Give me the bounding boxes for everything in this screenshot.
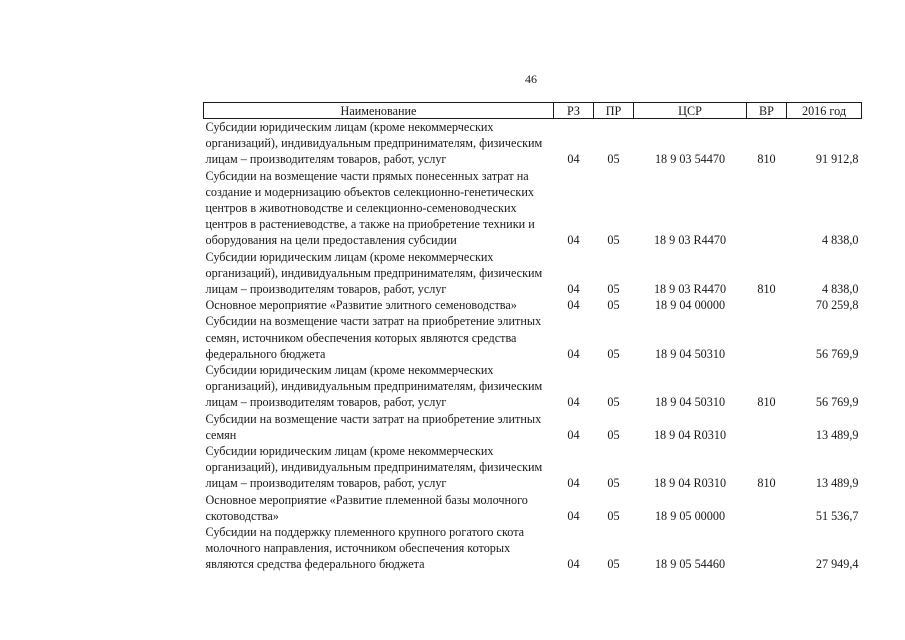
row-pr: 05 [607,298,620,313]
row-amount: 51 536,7 [815,508,859,523]
table-row [204,168,862,249]
row-rz: 04 [567,282,580,297]
row-rz: 04 [567,395,580,410]
row-vr [747,168,787,249]
row-csr: 18 9 04 00000 [654,298,726,313]
row-name: Субсидии юридическим лицам (кроме некоммерческих организаций), индивидуальным предпринимателям, физическим лицам – производителям товаров, работ, услуг [205,363,543,410]
row-csr: 18 9 03 54470 [654,152,726,167]
row-name: Основное мероприятие «Развитие элитного семеноводства» [205,298,517,313]
row-pr: 05 [607,282,620,297]
row-pr: 05 [607,476,620,491]
row-amount: 13 489,9 [815,427,859,442]
page-number: 46 [525,72,537,86]
row-vr: 810 [757,152,776,167]
table-row [204,411,862,443]
row-name: Основное мероприятие «Развитие племенной базы молочного скотоводства» [205,492,528,523]
row-amount: 56 769,9 [815,346,859,361]
header-pr: ПР [594,103,634,119]
row-csr: 18 9 03 R4470 [653,233,727,248]
row-amount: 13 489,9 [815,476,859,491]
row-rz: 04 [567,233,580,248]
row-vr [747,411,787,443]
row-name: Субсидии юридическим лицам (кроме некоммерческих организаций), индивидуальным предпринимателям, физическим лицам – производителям товаров, работ, услуг [205,120,543,167]
row-csr: 18 9 05 00000 [654,508,726,523]
row-rz: 04 [567,427,580,442]
row-vr [747,524,787,573]
row-amount: 56 769,9 [815,395,859,410]
row-pr: 05 [607,152,620,167]
row-csr: 18 9 04 50310 [654,346,726,361]
row-pr: 05 [607,427,620,442]
row-name: Субсидии на возмещение части затрат на приобретение элитных семян, источником обеспечения которых являются средства федерального бюджета [205,314,542,361]
row-amount: 4 838,0 [821,282,859,297]
row-amount: 4 838,0 [821,233,859,248]
row-rz: 04 [567,476,580,491]
row-amount: 27 949,4 [815,557,859,572]
header-csr: ЦСР [634,103,747,119]
row-amount: 70 259,8 [815,298,859,313]
row-name: Субсидии юридическим лицам (кроме некоммерческих организаций), индивидуальным предпринимателям, физическим лицам – производителям товаров, работ, услуг [205,249,543,297]
row-pr: 05 [607,346,620,361]
budget-table [203,102,862,573]
row-vr [747,297,787,313]
table-row [204,297,862,313]
table-body [204,119,862,573]
header-year: 2016 год [787,103,862,119]
row-csr: 18 9 04 R0310 [653,427,727,442]
row-rz: 04 [567,557,580,572]
row-pr: 05 [607,557,620,572]
row-vr: 810 [757,282,776,297]
header-rz: РЗ [554,103,594,119]
row-name: Субсидии юридическим лицам (кроме некоммерческих организаций), индивидуальным предпринимателям, физическим лицам – производителям товаров, работ, услуг [205,444,543,491]
header-vr: ВР [747,103,787,119]
row-rz: 04 [567,152,580,167]
table-row [204,249,862,298]
table-row [204,443,862,492]
row-vr: 810 [757,476,776,491]
row-name: Субсидии на возмещение части прямых понесенных затрат на создание и модернизацию объектов селекционно-генетических центров в животноводстве и селекционно-семеноводческих центров в растениеводстве, а также на приобретение техники и оборудования на цели предоставления субсидии [205,168,535,248]
row-pr: 05 [607,395,620,410]
table-header [204,103,862,119]
row-pr: 05 [607,508,620,523]
table-row [204,313,862,362]
header-name: Наименование [204,103,554,119]
row-rz: 04 [567,346,580,361]
row-amount: 91 912,8 [815,152,859,167]
table-row [204,492,862,524]
row-name: Субсидии на поддержку племенного крупного рогатого скота молочного направления, источником обеспечения которых являются средства федерального бюджета [205,525,525,572]
row-csr: 18 9 04 50310 [654,395,726,410]
table-row [204,362,862,411]
table-row [204,524,862,573]
row-pr: 05 [607,233,620,248]
row-vr: 810 [757,395,776,410]
row-rz: 04 [567,508,580,523]
table-row [204,119,862,168]
row-name: Субсидии на возмещение части затрат на приобретение элитных семян [205,411,542,442]
row-csr: 18 9 04 R0310 [653,476,727,491]
row-csr: 18 9 05 54460 [654,557,726,572]
row-vr [747,313,787,362]
row-rz: 04 [567,298,580,313]
row-vr [747,492,787,524]
row-csr: 18 9 03 R4470 [653,282,727,297]
